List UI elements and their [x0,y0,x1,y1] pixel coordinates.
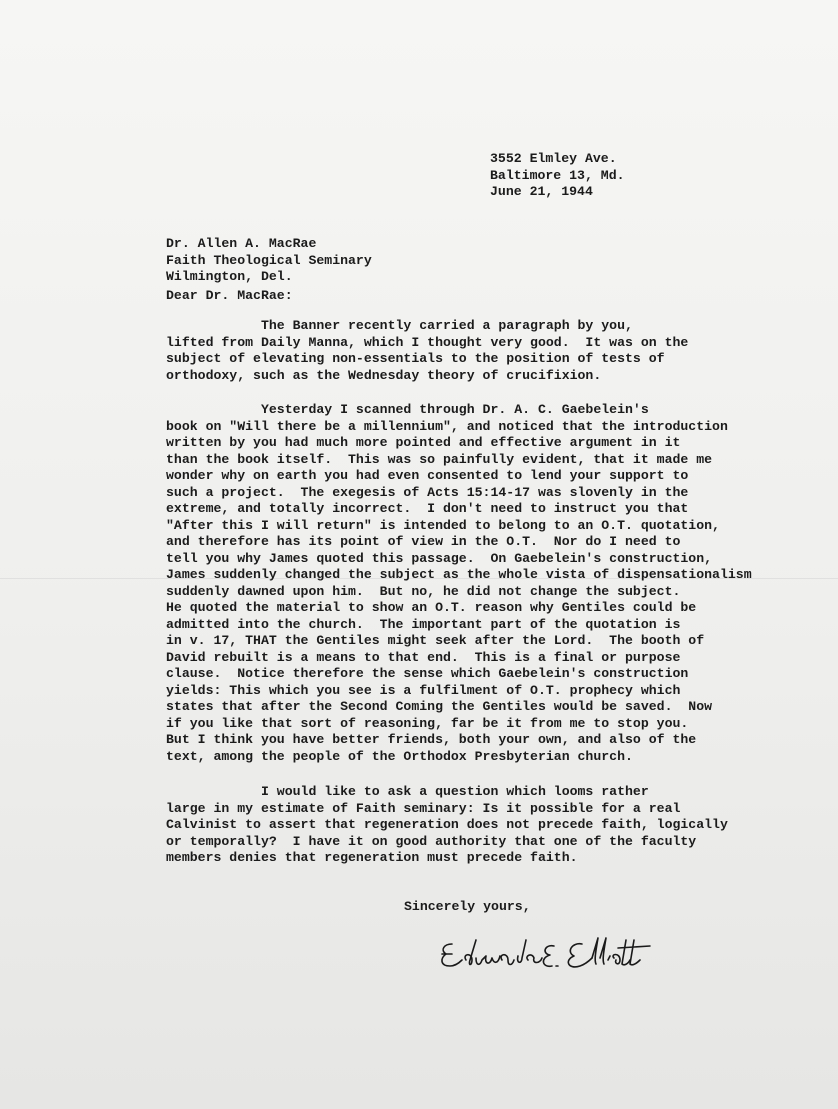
paragraph-2: Yesterday I scanned through Dr. A. C. Gaebelein's book on "Will there be a millennium", and noticed that the introduction written by you had much more pointed and effective argument in it than the book itself. This was so painfully evident, that it made me wonder why on earth you had even consented to lend your support to such a project. The exegesis of Acts 15:14-17 was slovenly in the extreme, and totally incorrect. I don't need to instruct you that "After this I will return" is intended to belong to an O.T. quotation, and therefore has its point of view in the O.T. Nor do I need to tell you why James quoted this passage. On Gaebelein's construction, James suddenly changed the subject as the whole vista of dispensationalism suddenly dawned upon him. But no, he did not change the subject. He quoted the material to show an O.T. reason why Gentiles could be admitted into the church. The important part of the quotation is in v. 17, THAT the Gentiles might seek after the Lord. The booth of David rebuilt is a means to that end. This is a final or purpose clause. Notice therefore the sense which Gaebelein's construction yields: This which you see is a fulfilment of O.T. prophecy which states that after the Second Coming the Gentiles would be saved. Now if you like that sort of reasoning, far be it from me to stop you. But I think you have better friends, both your own, and also of the text, among the people of the Orthodox Presbyterian church. [166,402,752,764]
recipient-address: Dr. Allen A. MacRae Faith Theological Seminary Wilmington, Del. [166,236,372,284]
paragraph-3: I would like to ask a question which looms rather large in my estimate of Faith seminary: Is it possible for a real Calvinist to assert that regeneration does not precede faith, logically or temporally? I have it on good authority that one of the faculty members denies that regeneration must precede faith. [166,784,728,865]
handwritten-signature [436,930,676,980]
salutation: Dear Dr. MacRae: [166,288,293,303]
sender-address: 3552 Elmley Ave. Baltimore 13, Md. June 21, 1944 [490,151,625,199]
paragraph-1: The Banner recently carried a paragraph by you, lifted from Daily Manna, which I thought very good. It was on the subject of elevating non-essentials to the position of tests of orthodoxy, such as the Wednesday theory of crucifixion. [166,318,689,383]
closing: Sincerely yours, [404,899,531,914]
